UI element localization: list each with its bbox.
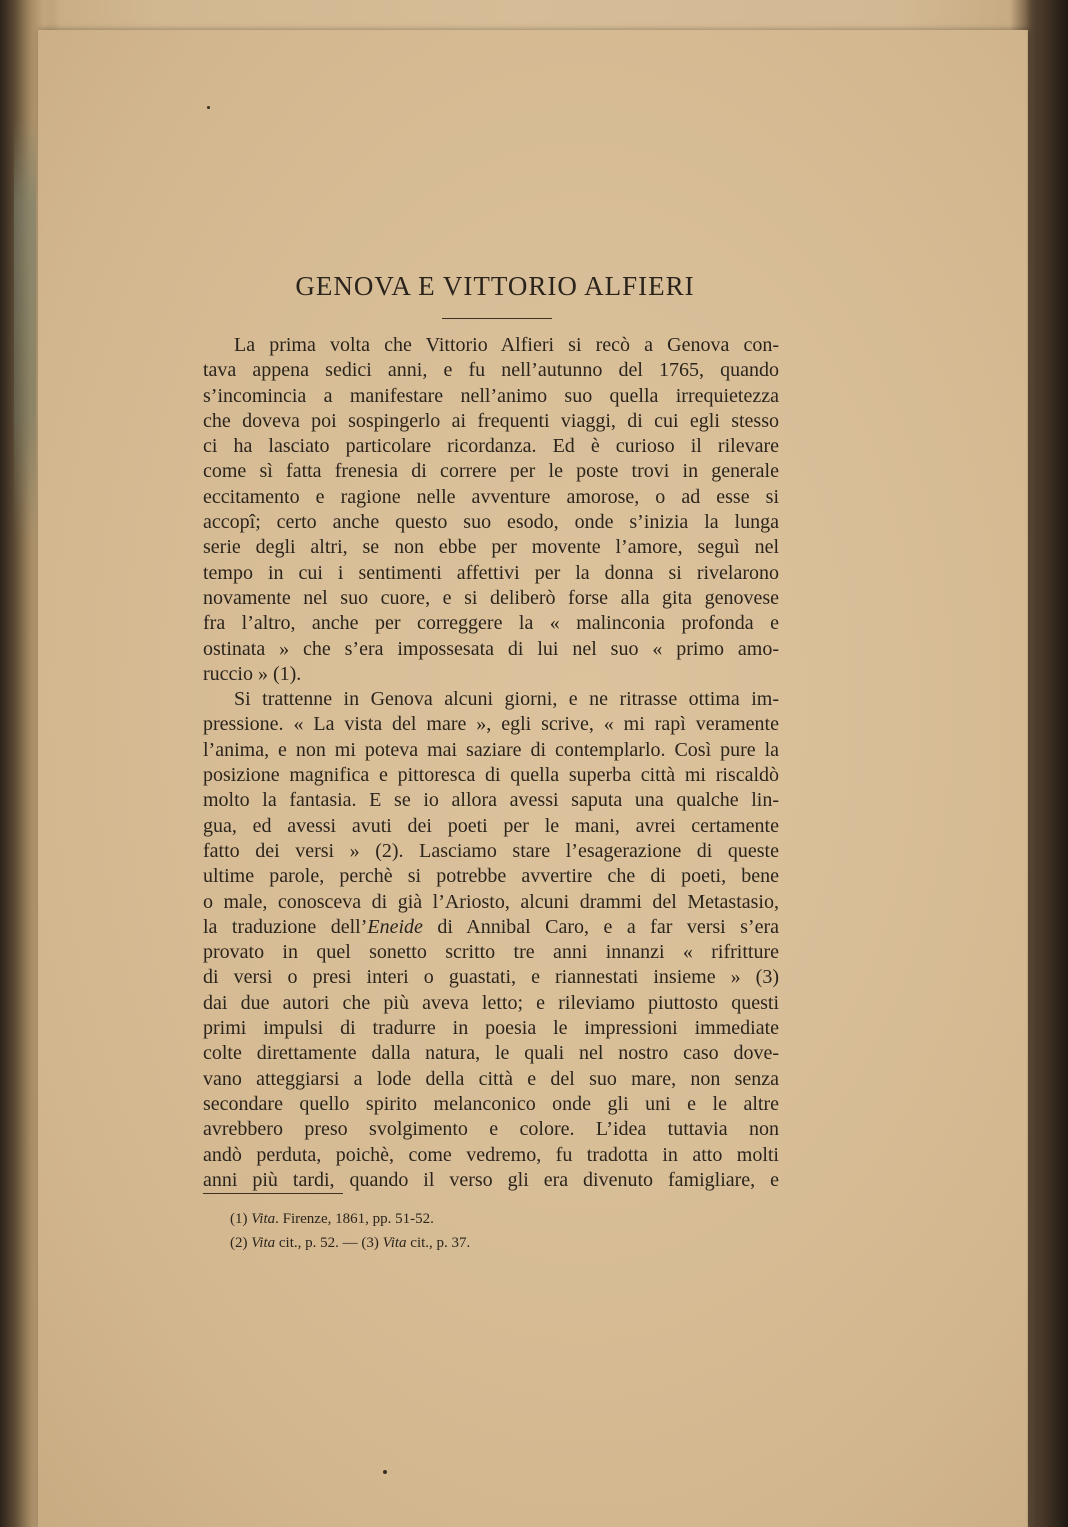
body-line: posizione magnifica e pittoresca di quella superba città mi riscaldò bbox=[203, 764, 779, 787]
footnote-title: Vita bbox=[251, 1211, 276, 1227]
body-line: Si trattenne in Genova alcuni giorni, e ne ritrasse ottima im- bbox=[234, 688, 779, 711]
body-line: fra l’altro, anche per correggere la « malinconia profonda e bbox=[203, 612, 779, 635]
body-line: secondare quello spirito melanconico onde gli uni e le altre bbox=[203, 1092, 779, 1115]
body-line: colte direttamente dalla natura, le quali nel nostro caso dove- bbox=[203, 1042, 779, 1065]
body-line: ruccio » (1). bbox=[203, 662, 302, 685]
footnote-number: (1) bbox=[230, 1211, 248, 1227]
body-line: gua, ed avessi avuti dei poeti per le mani, avrei certamente bbox=[203, 814, 779, 837]
body-line: La prima volta che Vittorio Alfieri si recò a Genova con- bbox=[234, 334, 779, 356]
footnote-text: cit., p. 52. — bbox=[275, 1235, 362, 1251]
footnote-rule bbox=[203, 1193, 343, 1194]
eneide-italic: Eneide bbox=[367, 915, 423, 938]
ink-speck bbox=[207, 106, 210, 109]
footnote-text: cit., p. 37. bbox=[406, 1235, 471, 1251]
footnote-number: (3) bbox=[361, 1235, 379, 1251]
footnote-title: Vita bbox=[382, 1235, 407, 1251]
body-line: che doveva poi sospingerlo ai frequenti viaggi, di cui egli stesso bbox=[203, 409, 779, 432]
body-line: s’incomincia a manifestare nell’animo suo quella irrequietezza bbox=[203, 384, 779, 407]
body-line: tempo in cui i sentimenti affettivi per la donna si rivelarono bbox=[203, 561, 779, 584]
body-line: pressione. « La vista del mare », egli scrive, « mi rapì veramente bbox=[203, 713, 779, 736]
body-line: serie degli altri, se non ebbe per movente l’amore, seguì nel bbox=[203, 536, 779, 559]
body-line: come sì fatta frenesia di correre per le poste trovi in generale bbox=[203, 460, 779, 483]
footnote-1 bbox=[230, 1207, 730, 1231]
body-line: di versi o presi interi o guastati, e riannestati insieme » (3) bbox=[203, 966, 779, 989]
page-title: GENOVA E VITTORIO ALFIERI bbox=[295, 271, 695, 301]
body-line: molto la fantasia. E se io allora avessi saputa una qualche lin- bbox=[203, 789, 779, 812]
title-rule bbox=[442, 318, 552, 319]
body-line: provato in quel sonetto scritto tre anni innanzi « rifritture bbox=[203, 941, 779, 964]
body-line: fatto dei versi » (2). Lasciamo stare l’esagerazione di queste bbox=[203, 839, 779, 862]
eneide-after: di Annibal Caro, e a far versi s’era bbox=[422, 915, 779, 938]
body-line: dai due autori che più aveva letto; e rileviamo piuttosto questi bbox=[203, 991, 779, 1014]
body-text bbox=[203, 333, 779, 1193]
body-line-eneide bbox=[203, 915, 779, 940]
footnotes bbox=[230, 1207, 730, 1255]
body-line: eccitamento e ragione nelle avventure amorose, o ad esse si bbox=[203, 485, 779, 508]
body-line: novamente nel suo cuore, e si deliberò forse alla gita genovese bbox=[203, 586, 779, 609]
body-line: avrebbero preso svolgimento e colore. L’idea tuttavia non bbox=[203, 1118, 779, 1141]
body-line: accopî; certo anche questo suo esodo, onde s’inizia la lunga bbox=[203, 511, 779, 534]
body-line: o male, conosceva di già l’Ariosto, alcuni drammi del Metastasio, bbox=[203, 890, 779, 913]
ink-speck bbox=[383, 1470, 387, 1474]
body-line: tava appena sedici anni, e fu nell’autunno del 1765, quando bbox=[203, 359, 779, 382]
eneide-before: la traduzione dell’ bbox=[203, 915, 368, 938]
right-page-edge bbox=[1026, 0, 1068, 1527]
body-line: anni più tardi, quando il verso gli era divenuto famigliare, e bbox=[203, 1168, 779, 1191]
body-line: ci ha lasciato particolare ricordanza. Ed è curioso il rilevare bbox=[203, 435, 779, 458]
footnote-2-3 bbox=[230, 1231, 730, 1255]
body-line: ultime parole, perchè si potrebbe avvertire che di poeti, bene bbox=[203, 865, 779, 888]
body-line: l’anima, e non mi poteva mai saziare di contemplarlo. Così pure la bbox=[203, 738, 779, 761]
body-line: vano atteggiarsi a lode della città e del suo mare, non senza bbox=[203, 1067, 779, 1090]
footnote-text: . Firenze, 1861, pp. 51-52. bbox=[275, 1211, 434, 1227]
footnote-title: Vita bbox=[251, 1235, 276, 1251]
body-line: andò perduta, poichè, come vedremo, fu tradotta in atto molti bbox=[203, 1143, 779, 1166]
gutter-stain bbox=[14, 120, 36, 540]
footnote-number: (2) bbox=[230, 1235, 248, 1251]
body-line: ostinata » che s’era impossesata di lui nel suo « primo amo- bbox=[203, 637, 779, 660]
body-line: primi impulsi di tradurre in poesia le impressioni immediate bbox=[203, 1017, 779, 1040]
